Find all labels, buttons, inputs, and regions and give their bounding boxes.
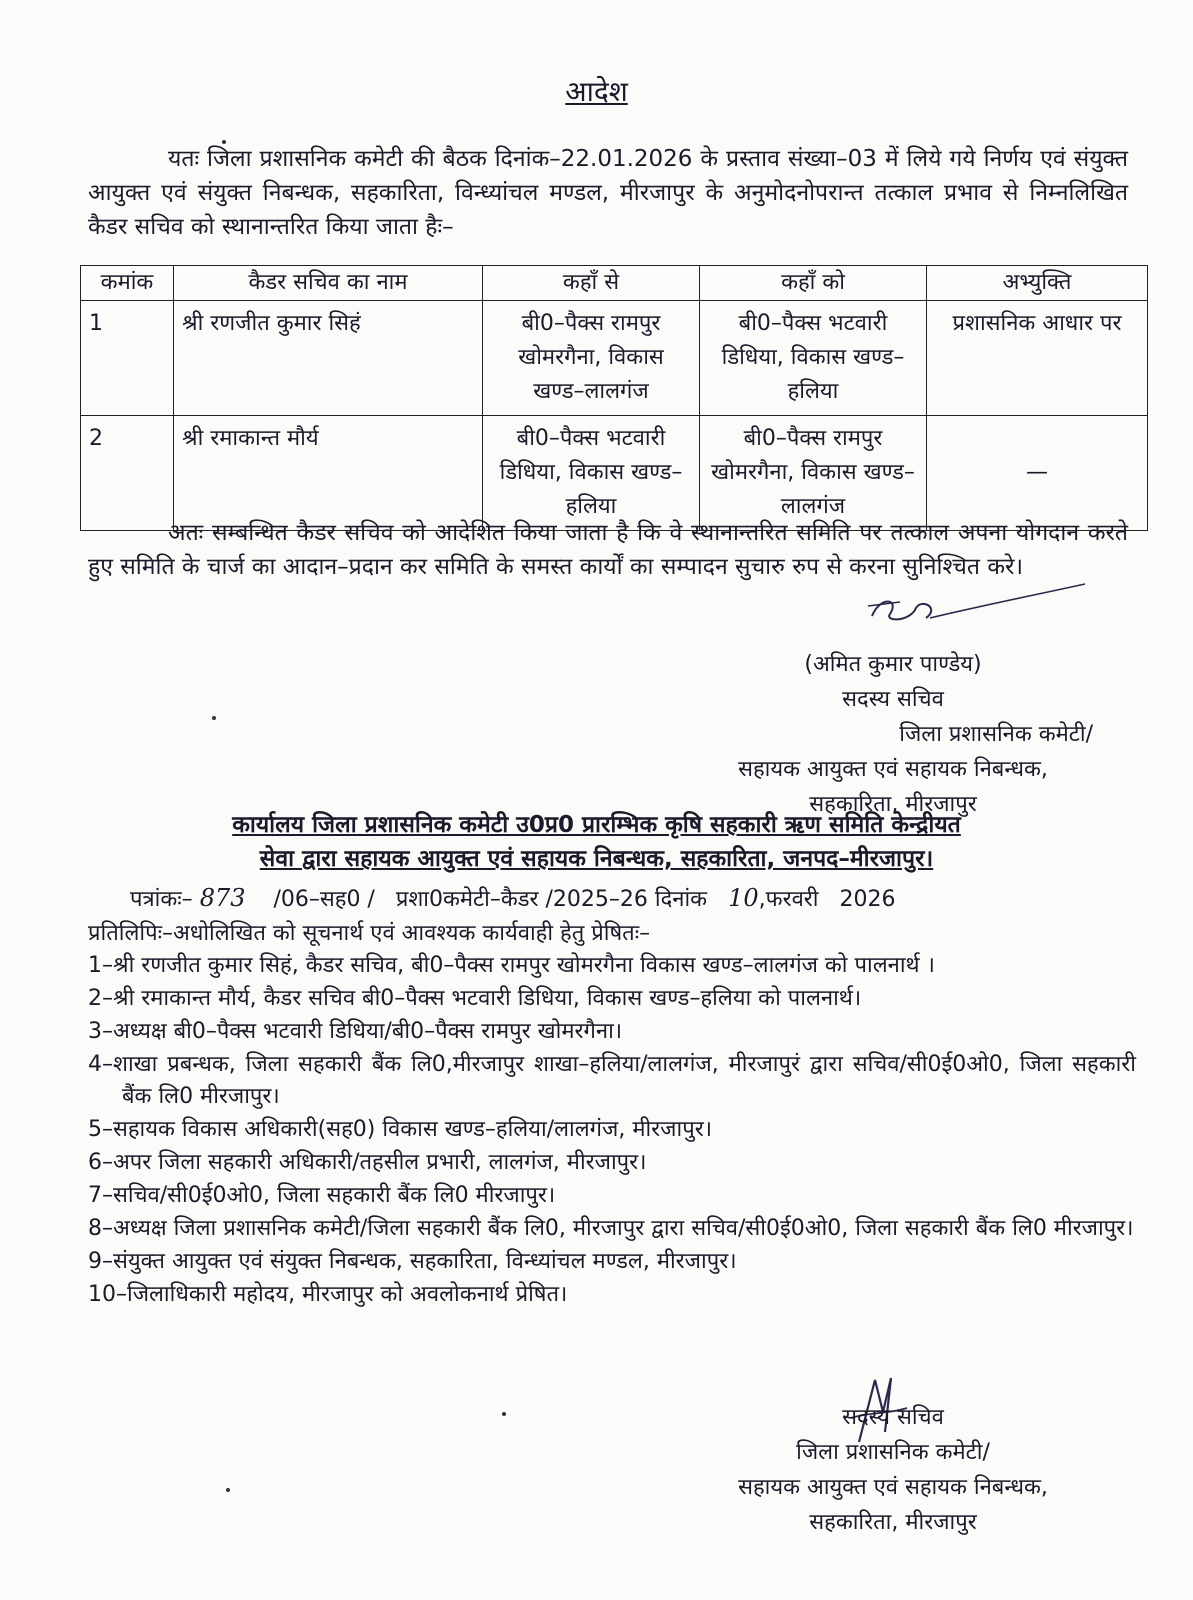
office-heading [0,808,1193,876]
signature-block-2 [693,1400,1093,1540]
list-item: 3–अध्यक्ष बी0–पैक्स भटवारी डिधिया/बी0–पैक्स रामपुर खोमरगैना। [88,1019,623,1044]
cell-remark: प्रशासनिक आधार पर [927,301,1148,416]
ref-day: 10 [728,884,759,912]
speck [222,140,226,144]
cell-from: बी0–पैक्स रामपुर खोमरगैना, विकास खण्ड–लालगंज [483,301,700,416]
cell-to: बी0–पैक्स भटवारी डिधिया, विकास खण्ड–हलिया [700,301,927,416]
copy-list [88,950,1136,1312]
closing-paragraph [88,516,1128,584]
list-item: 9–संयुक्त आयुक्त एवं संयुक्त निबन्धक, सहकारिता, विन्ध्यांचल मण्डल, मीरजापुर। [88,1249,737,1274]
cell-from: बी0–पैक्स भटवारी डिधिया, विकास खण्ड–हलिया [483,416,700,531]
header-to: कहाँ को [700,266,927,301]
cell-to: बी0–पैक्स रामपुर खोमरगैना, विकास खण्ड–लालगंज [700,416,927,531]
cell-name: श्री रमाकान्त मौर्य [174,416,483,531]
closing-text: अतः सम्बन्धित कैडर सचिव को आदेशित किया जाता है कि वे स्थानान्तरित समिति पर तत्काल अपना योगदान करते हुए समिति के चार्ज का आदान–प्रदान कर समिति के समस्त कार्यों का सम्पादन सुचारु रुप से करना सुनिश्चित करे। [88,520,1128,580]
list-item: 8–अध्यक्ष जिला प्रशासनिक कमेटी/जिला सहकारी बैंक लि0, मीरजापुर द्वारा सचिव/सी0ई0ओ0, जिला सहकारी बैंक लि0 मीरजापुर। [88,1216,1134,1241]
signatory-designation: सदस्य सचिव [842,687,944,712]
cell-serial: 1 [81,301,174,416]
cell-name: श्री रणजीत कुमार सिहं [174,301,483,416]
table-row [81,416,1148,531]
header-name: कैडर सचिव का नाम [174,266,483,301]
list-item: 5–सहायक विकास अधिकारी(सह0) विकास खण्ड–हलिया/लालगंज, मीरजापुर। [88,1117,713,1142]
ref-prefix: पत्रांकः– [130,887,193,912]
signature-scribble-1 [860,578,1100,638]
signature-block-1 [693,647,1093,822]
signatory-committee: जिला प्रशासनिक कमेटी/ [899,722,1093,747]
table-row [81,301,1148,416]
office-line-2: सेवा द्वारा सहायक आयुक्त एवं सहायक निबन्धक, सहकारिता, जनपद–मीरजापुर। [259,846,934,872]
list-item: 10–जिलाधिकारी महोदय, मीरजापुर को अवलोकनार्थ प्रेषित। [88,1282,568,1307]
header-remark: अभ्युक्ति [927,266,1148,301]
transfer-table [80,265,1148,531]
signatory-department: सहकारिता, मीरजापुर [809,792,977,817]
intro-text: यतः जिला प्रशासनिक कमेटी की बैठक दिनांक–22.01.2026 के प्रस्ताव संख्या–03 में लिये गये निर्णय एवं संयुक्त आयुक्त एवं संयुक्त निबन्धक, सहकारिता, विन्ध्यांचल मण्डल, मीरजापुर के अनुमोदनोपरान्त तत्काल प्रभाव से निम्नलिखित कैडर सचिव को स्थानान्तरित किया जाता हैः– [88,146,1128,240]
copy-heading: प्रतिलिपिः–अधोलिखित को सूचनार्थ एवं आवश्यक कार्यवाही हेतु प्रेषितः– [88,921,651,946]
header-from: कहाँ से [483,266,700,301]
speck [226,1488,230,1492]
signatory-department: सहकारिता, मीरजापुर [809,1510,977,1535]
list-item: 4–शाखा प्रबन्धक, जिला सहकारी बैंक लि0,मीरजापुर शाखा–हलिया/लालगंज, मीरजापुरं द्वारा सचिव/सी0ई0ओ0, जिला सहकारी बैंक लि0 मीरजापुर। [88,1052,1136,1109]
document-title: आदेश [565,75,628,108]
list-item: 2–श्री रमाकान्त मौर्य, कैडर सचिव बी0–पैक्स भटवारी डिधिया, विकास खण्ड–हलिया को पालनार्थ। [88,986,862,1011]
signatory-name: (अमित कुमार पाण्डेय) [804,652,982,677]
ref-number: 873 [199,884,246,912]
ref-date: ,फरवरी 2026 [758,887,896,912]
reference-line [130,883,895,913]
list-item: 1–श्री रणजीत कुमार सिहं, कैडर सचिव, बी0–पैक्स रामपुर खोमरगैना विकास खण्ड–लालगंज को पालनार्थ । [88,953,935,978]
intro-paragraph [88,142,1128,244]
header-serial: कमांक [81,266,174,301]
speck [502,1412,506,1416]
signatory-designation: सदस्य सचिव [842,1405,944,1430]
signatory-office: सहायक आयुक्त एवं सहायक निबन्धक, [738,757,1048,782]
list-item: 6–अपर जिला सहकारी अधिकारी/तहसील प्रभारी, लालगंज, मीरजापुर। [88,1150,647,1175]
speck [212,716,216,720]
office-line-1: कार्यालय जिला प्रशासनिक कमेटी उ0प्र0 प्रारम्भिक कृषि सहकारी ऋण समिति केन्द्रीयत [232,812,961,838]
signatory-committee: जिला प्रशासनिक कमेटी/ [796,1440,990,1465]
cell-remark: — [927,416,1148,531]
cell-serial: 2 [81,416,174,531]
table-header-row [81,266,1148,301]
ref-middle: /06–सह0 / प्रशा0कमेटी–कैडर /2025–26 दिनांक [273,887,708,912]
signatory-office: सहायक आयुक्त एवं सहायक निबन्धक, [738,1475,1048,1500]
list-item: 7–सचिव/सी0ई0ओ0, जिला सहकारी बैंक लि0 मीरजापुर। [88,1183,556,1208]
